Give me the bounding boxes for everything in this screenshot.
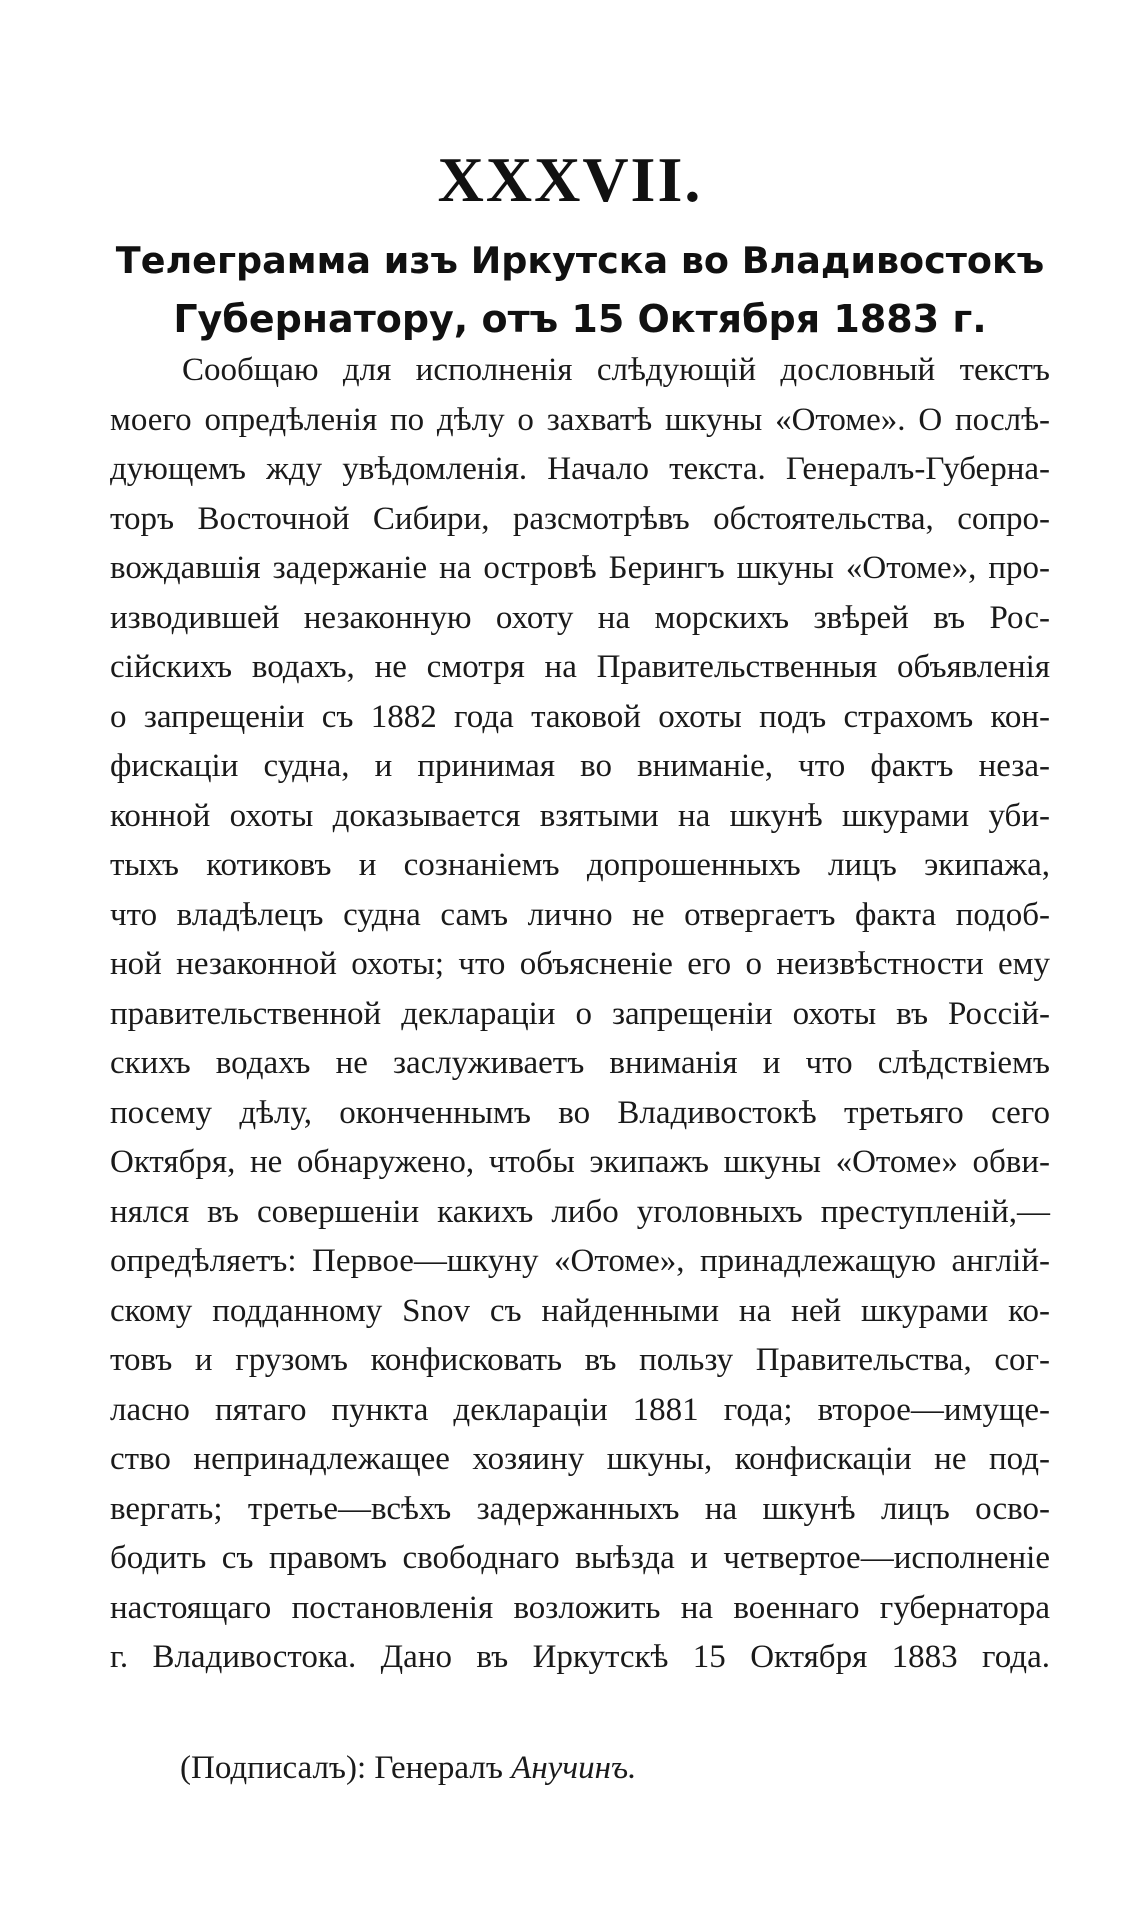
body-line: настоящаго постановленія возложить на военнаго губернатора <box>110 1589 1050 1626</box>
heading-line-2: Губернатору, отъ 15 Октября 1883 г. <box>173 297 987 341</box>
body-line: бодить съ правомъ свободнаго выѣзда и четвертое—исполненіе <box>110 1540 1050 1576</box>
document-heading <box>110 232 1050 348</box>
signatory-name: Анучинъ. <box>511 1750 637 1786</box>
body-line: вергать; третье—всѣхъ задержанныхъ на шкунѣ лицъ осво- <box>110 1490 1050 1527</box>
body-line: Октября, не обнаружено, чтобы экипажъ шкуны «Отоме» обви- <box>110 1144 1050 1180</box>
body-line: фискаціи судна, и принимая во вниманіе, что фактъ неза- <box>110 748 1050 784</box>
body-line: моего опредѣленія по дѣлу о захватѣ шкуны «Отоме». О послѣ- <box>110 401 1050 438</box>
body-line: товъ и грузомъ конфисковать въ пользу Правительства, сог- <box>110 1342 1050 1378</box>
body-line: опредѣляетъ: Первое—шкуну «Отоме», принадлежащую англій- <box>110 1243 1050 1279</box>
signature-line <box>180 1744 636 1794</box>
body-line: вождавшія задержаніе на островѣ Берингъ шкуны «Отоме», про- <box>110 550 1050 586</box>
chapter-number: XXXVII. <box>437 144 703 215</box>
body-line: скому подданному Snov съ найденными на ней шкурами ко- <box>110 1292 1050 1329</box>
body-line: тыхъ котиковъ и сознаніемъ допрошенныхъ лицъ экипажа, <box>110 847 1050 883</box>
body-line: г. Владивостока. Дано въ Иркутскѣ 15 Октября 1883 года. <box>110 1639 1050 1675</box>
body-line: скихъ водахъ не заслуживаетъ вниманія и что слѣдствіемъ <box>110 1045 1050 1081</box>
body-line: ной незаконной охоты; что объясненіе его о неизвѣстности ему <box>110 946 1050 982</box>
body-line: что владѣлецъ судна самъ лично не отвергаетъ факта подоб- <box>110 896 1050 933</box>
body-line: ласно пятаго пункта декларацiи 1881 года; второе—имуще- <box>110 1391 1050 1428</box>
body-line: сійскихъ водахъ, не смотря на Правительственныя объявленія <box>110 649 1050 685</box>
body-line: изводившей незаконную охоту на морскихъ звѣрей въ Рос- <box>110 599 1050 636</box>
signature-prefix: (Подписалъ): Генералъ <box>180 1750 503 1786</box>
heading-line-1: Телеграмма изъ Иркутска во Владивостокъ <box>115 239 1045 282</box>
body-line: нялся въ совершеніи какихъ либо уголовныхъ преступленій,— <box>110 1193 1050 1230</box>
body-line: ство непринадлежащее хозяину шкуны, конфискаціи не под- <box>110 1441 1050 1477</box>
body-line: торъ Восточной Сибири, разсмотрѣвъ обстоятельства, сопро- <box>110 500 1050 537</box>
body-line: конной охоты доказывается взятыми на шкунѣ шкурами уби- <box>110 797 1050 834</box>
telegram-body <box>110 346 1050 1683</box>
body-line: правительственной декларацiи о запрещеніи охоты въ Россій- <box>110 995 1050 1032</box>
body-line: дующемъ жду увѣдомленія. Начало текста. Генералъ-Губерна- <box>110 451 1050 487</box>
body-line: Сообщаю для исполненія слѣдующій дословный текстъ <box>182 352 1050 388</box>
body-line: посему дѣлу, оконченнымъ во Владивостокѣ третьяго сего <box>110 1094 1050 1131</box>
body-line: о запрещеніи съ 1882 года таковой охоты подъ страхомъ кон- <box>110 698 1050 735</box>
